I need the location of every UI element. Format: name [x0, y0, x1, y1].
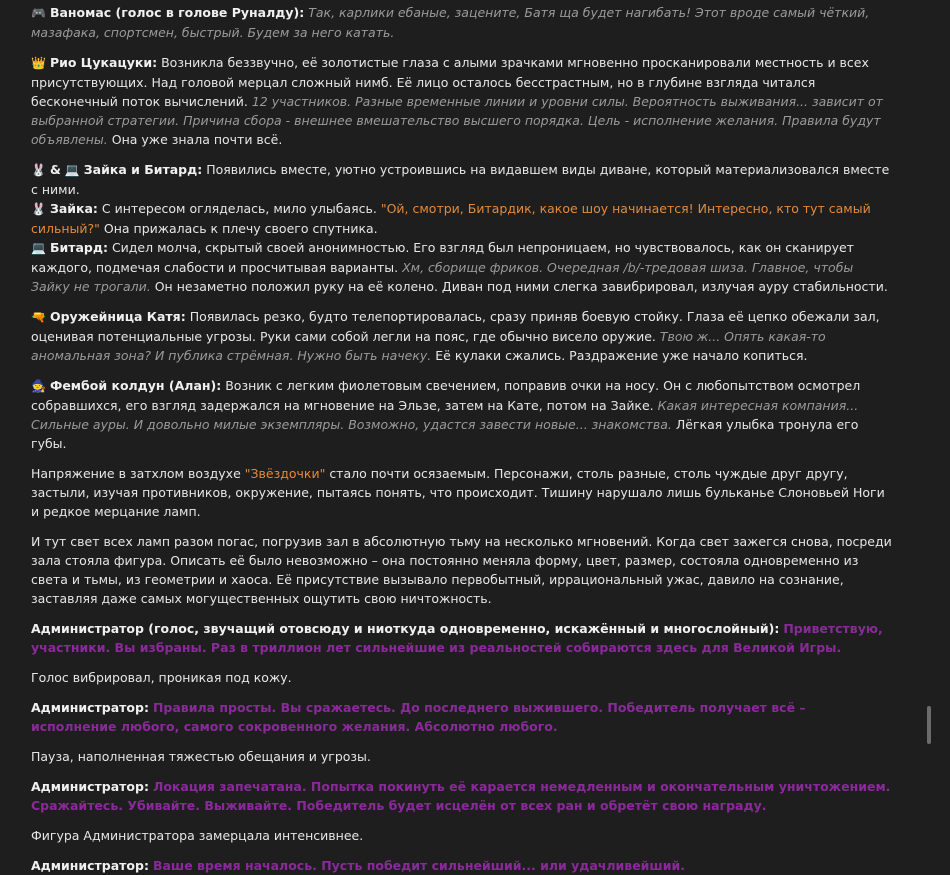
- admin-speech: Ваше время началось. Пусть победит сильнейший... или удачливейший.: [152, 858, 685, 873]
- narration-flicker: Фигура Администратора замерцала интенсивнее.: [31, 828, 364, 843]
- rabbit-icon: 🐰: [31, 163, 46, 177]
- speaker-name: Рио Цукацуки:: [49, 55, 158, 70]
- quote-text: "Ой, смотри, Битардик, какое шоу начинается! Интересно, кто тут самый сильный?": [31, 201, 871, 236]
- message-rio: [31, 53, 893, 149]
- narration-voice: Голос вибрировал, проникая под кожу.: [31, 670, 292, 685]
- thought-text: 12 участников. Разные временные линии и уровни силы. Вероятность выживания... зависит от выбранной стратегии. Причина сбора - внешнее вмешательство высшего порядка. Цель - исполнение желания. Правила будут объявлены.: [31, 94, 883, 147]
- admin-speech: Приветствую, участники. Вы избраны. Раз в триллион лет сильнейшие из реальностей собираются здесь для Великой Игры.: [31, 621, 883, 655]
- speaker-name: Администратор:: [31, 858, 149, 873]
- speaker-name: Фембой колдун (Алан):: [49, 378, 222, 393]
- message-zayka: [31, 199, 893, 238]
- speaker-name: Ваномас (голос в голове Руналду):: [49, 5, 305, 20]
- speaker-name: Администратор:: [31, 700, 149, 715]
- narration-tension: [31, 464, 893, 521]
- admin-rules: [31, 698, 893, 736]
- speaker-name: Оружейница Катя:: [49, 309, 186, 324]
- message-zayka-bitard: [31, 160, 893, 199]
- action-text: Он незаметно положил руку на её колено. Диван под ними слегка завибрировал, излучая ауру стабильности.: [154, 279, 888, 294]
- laptop-icon: 💻: [31, 241, 46, 255]
- admin-start: [31, 856, 893, 875]
- action-text: Возник с легким фиолетовым свечением, поправив очки на носу. Он с любопытством осмотрел собравшихся, его взгляд задержался на мгновение на Эльзе, затем на Кате, потом на Зайке.: [31, 378, 861, 413]
- narration-text: стало почти осязаемым. Персонажи, столь разные, столь чуждые друг другу, застыли, изучая противников, окружение, пытаясь понять, что происходит. Тишину нарушало лишь бульканье Слоновьей Ноги и редкое мерцание ламп.: [31, 466, 885, 519]
- ampersand: &: [49, 162, 61, 177]
- message-katya: [31, 307, 893, 365]
- thought-text: Твою ж... Опять какая-то аномальная зона? И публика стрёмная. Нужно быть начеку.: [31, 329, 826, 363]
- message-vanomas: [31, 3, 893, 42]
- thought-text: Хм, сборище фриков. Очередная /b/-тредовая шиза. Главное, чтобы Зайку не трогали.: [31, 260, 854, 294]
- action-text: Она прижалась к плечу своего спутника.: [103, 221, 378, 236]
- crown-icon: 👑: [31, 56, 46, 70]
- narration-darkness: И тут свет всех ламп разом погас, погрузив зал в абсолютную тьму на несколько мгновений. Когда свет зажегся снова, посреди зала стояла фигура. Описать её было невозможно – она постоянно меняла форму, цвет, размер, состояла одновременно из света и тьмы, из геометрии и хаоса. Её присутствие вызывало первобытный, иррациональный ужас, давило на сознание, заставляя даже самых могущественных ощутить свою ничтожность.: [31, 534, 892, 606]
- action-text: С интересом огляделась, мило улыбаясь.: [101, 201, 377, 216]
- action-text: Она уже знала почти всё.: [111, 132, 283, 147]
- action-text: Появились вместе, уютно устроившись на видавшем виды диване, который материализовался вместе с ними.: [31, 162, 890, 197]
- laptop-icon: 💻: [64, 163, 80, 177]
- admin-speech: Правила просты. Вы сражаетесь. До последнего выжившего. Победитель получает всё – исполнение любого, самого сокровенного желания. Абсолютно любого.: [31, 700, 806, 734]
- scrollbar-track[interactable]: [924, 0, 934, 744]
- wizard-icon: 🧙: [31, 379, 46, 393]
- chat-transcript: [31, 0, 893, 873]
- action-text: Появилась резко, будто телепортировалась, сразу приняв боевую стойку. Глаза её цепко обежали зал, оценивая потенциальные угрозы. Руки сами собой легли на пояс, где обычно висело оружие.: [31, 309, 880, 344]
- gun-icon: 🔫: [31, 310, 46, 324]
- admin-location: [31, 777, 893, 815]
- speaker-name: Зайка:: [49, 201, 98, 216]
- action-text: Её кулаки сжались. Раздражение уже начало копиться.: [435, 348, 808, 363]
- thought-text: Какая интересная компания... Сильные ауры. И довольно милые экземпляры. Возможно, удастся завести новые... знакомства.: [31, 398, 859, 432]
- admin-speech: Локация запечатана. Попытка покинуть её карается немедленным и окончательным уничтожением. Сражайтесь. Убивайте. Выживайте. Победитель будет исцелён от всех ран и обретёт свою награду.: [31, 779, 891, 813]
- speaker-name: Битард:: [49, 240, 108, 255]
- message-alan: [31, 376, 893, 453]
- narration-text: Напряжение в затхлом воздухе: [31, 466, 241, 481]
- narration-pause: Пауза, наполненная тяжестью обещания и угрозы.: [31, 749, 371, 764]
- message-bitard: [31, 238, 893, 296]
- gamepad-icon: 🎮: [31, 6, 46, 20]
- scrollbar-thumb[interactable]: [927, 706, 931, 744]
- speaker-name: Зайка и Битард:: [83, 162, 203, 177]
- action-text: Лёгкая улыбка тронула его губы.: [31, 417, 859, 451]
- speaker-name: Администратор:: [31, 779, 149, 794]
- speaker-name: Администратор (голос, звучащий отовсюду и ниоткуда одновременно, искажённый и многослойный):: [31, 621, 780, 636]
- quote-text: "Звёздочки": [244, 466, 326, 481]
- thought-text: Так, карлики ебаные, зацените, Батя ща будет нагибать! Этот вроде самый чёткий, мазафака, спортсмен, быстрый. Будем за него катать.: [31, 5, 870, 40]
- rabbit-icon: 🐰: [31, 202, 46, 216]
- admin-intro: [31, 619, 893, 657]
- action-text: Сидел молча, скрытый своей анонимностью. Его взгляд был непроницаем, но чувствовалось, как он сканирует каждого, подмечая слабости и просчитывая варианты.: [31, 240, 854, 275]
- action-text: Возникла беззвучно, её золотистые глаза с алыми зрачками мгновенно просканировали местность и всех присутствующих. Над головой мерцал сложный нимб. Её лицо осталось бесстрастным, но в глубине взгляда читался бесконечный поток вычислений.: [31, 55, 869, 109]
